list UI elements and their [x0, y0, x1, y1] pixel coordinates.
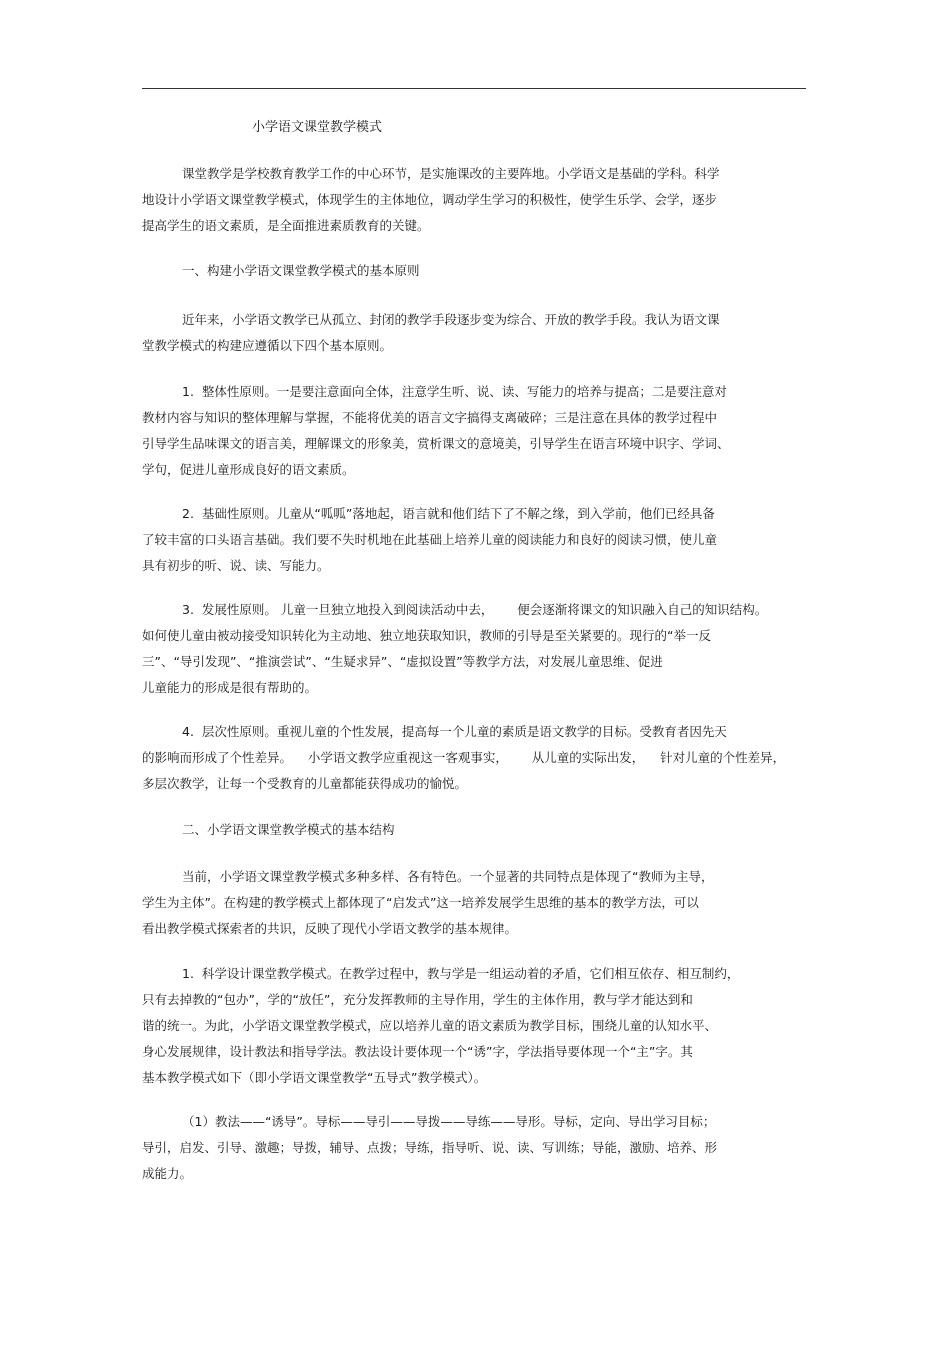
text-line: 地设计小学语文课堂教学模式，体现学生的主体地位，调动学生学习的积极性，使学生乐学、会学，逐步 [142, 192, 718, 207]
text-line: 课堂教学是学校教育教学工作的中心环节，是实施课改的主要阵地。小学语文是基础的学科。科学 [182, 166, 720, 181]
paragraph-method-1 [142, 1109, 802, 1187]
text-line: 1. 科学设计课堂教学模式。在教学过程中，教与学是一组运动着的矛盾，它们相互依存、相互制约， [182, 966, 740, 981]
text-line: 具有初步的听、说、读、写能力。 [142, 558, 330, 573]
text-line: 的影响而形成了个性差异。 小学语文教学应重视这一客观事实， 从儿童的实际出发， 针对儿童的个性差异， [142, 750, 786, 765]
text-line: 当前，小学语文课堂教学模式多种多样、各有特色。一个显著的共同特点是体现了“教师为主导， [182, 869, 714, 884]
heading-line: 二、小学语文课堂教学模式的基本结构 [182, 822, 395, 837]
paragraph-structure-1 [142, 961, 802, 1091]
text-line: 引导学生品味课文的语言美，理解课文的形象美，赏析课文的意境美，引导学生在语言环境中识字、学词、 [142, 436, 730, 451]
paragraph-principle-2 [142, 501, 802, 579]
text-line: 提高学生的语文素质，是全面推进素质教育的关键。 [142, 218, 430, 233]
text-line: 身心发展规律，设计教法和指导学法。教法设计要体现一个“诱”字，学法指导要体现一个“主”字。其 [142, 1044, 693, 1059]
text-line: 看出教学模式探索者的共识，反映了现代小学语文教学的基本规律。 [142, 921, 518, 936]
text-line: 1. 整体性原则。一是要注意面向全体，注意学生听、说、读、写能力的培养与提高；二是要注意对 [182, 384, 727, 399]
text-line: 了较丰富的口头语言基础。我们要不失时机地在此基础上培养儿童的阅读能力和良好的阅读习惯，使儿童 [142, 532, 718, 547]
text-line: 近年来，小学语文教学已从孤立、封闭的教学手段逐步变为综合、开放的教学手段。我认为语文课 [182, 312, 720, 327]
text-line: 3. 发展性原则。 儿童一旦独立地投入到阅读活动中去， 便会逐渐将课文的知识融入自己的知识结构。 [182, 602, 768, 617]
paragraph-principle-1 [142, 379, 802, 483]
text-line: 儿童能力的形成是很有帮助的。 [142, 680, 318, 695]
text-line: 4. 层次性原则。重视儿童的个性发展，提高每一个儿童的素质是语文教学的目标。受教育者因先天 [182, 724, 727, 739]
paragraph-intro [142, 161, 802, 239]
text-line: 学句，促进儿童形成良好的语文素质。 [142, 462, 355, 477]
text-line: 如何使儿童由被动接受知识转化为主动地、独立地获取知识，教师的引导是至关紧要的。现行的“举一反 [142, 628, 711, 643]
paragraph-principle-4 [142, 719, 802, 797]
document-title: 小学语文课堂教学模式 [252, 120, 383, 135]
text-line: 三”、“导引发现”、“推演尝试”、“生疑求异”、“虚拟设置”等教学方法，对发展儿童思维、促进 [142, 654, 663, 669]
text-line: 学生为主体”。在构建的教学模式上都体现了“启发式”这一培养发展学生思维的基本的教学方法，可以 [142, 895, 699, 910]
paragraph-principles-intro [142, 307, 802, 359]
text-line: 堂教学模式的构建应遵循以下四个基本原则。 [142, 338, 393, 353]
text-line: 导引，启发、引导、激趣；导拨，辅导、点拨；导练，指导听、说、读、写训练；导能，激励、培养、形 [142, 1140, 718, 1155]
header-rule [142, 88, 806, 89]
text-line: 成能力。 [142, 1166, 193, 1181]
text-line: 基本教学模式如下（即小学语文课堂教学“五导式”教学模式）。 [142, 1070, 487, 1085]
text-line: 教材内容与知识的整体理解与掌握，不能将优美的语言文字搞得支离破碎；三是注意在具体的教学过程中 [142, 410, 718, 425]
paragraph-structure-intro [142, 864, 802, 942]
heading-line: 一、构建小学语文课堂教学模式的基本原则 [182, 263, 420, 278]
text-line: 只有去掉教的“包办”，学的“放任”，充分发挥教师的主导作用，学生的主体作用，教与学才能达到和 [142, 992, 693, 1007]
text-line: 谐的统一。为此，小学语文课堂教学模式，应以培养儿童的语文素质为教学目标，围绕儿童的认知水平、 [142, 1018, 718, 1033]
paragraph-principle-3 [142, 597, 802, 701]
text-line: （1）教法——“诱导”。导标——导引——导拨——导练——导形。导标，定向、导出学习目标； [182, 1114, 716, 1129]
section-heading-1 [142, 258, 802, 284]
text-line: 多层次教学，让每一个受教育的儿童都能获得成功的愉悦。 [142, 776, 468, 791]
section-heading-2 [142, 817, 802, 843]
text-line: 2. 基础性原则。儿童从“呱呱”落地起，语言就和他们结下了不解之缘，到入学前，他们已经具备 [182, 506, 715, 521]
